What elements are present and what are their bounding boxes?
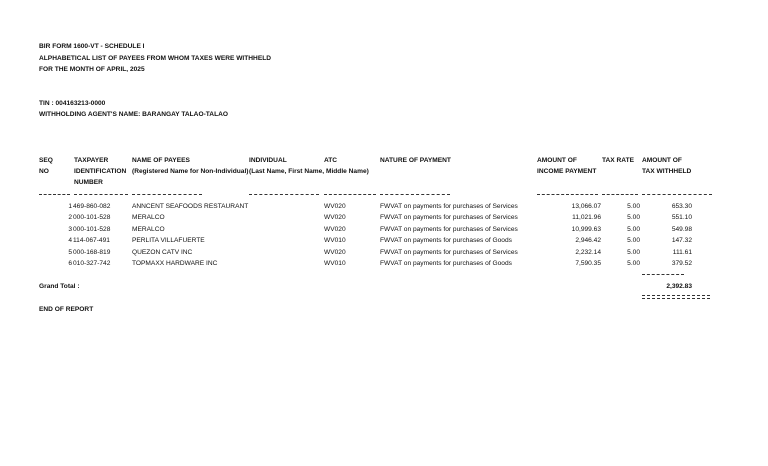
row-rate: 5.00 [627, 203, 640, 210]
row-seq: 4 [68, 237, 72, 244]
header-rule [537, 194, 598, 195]
row-name: TOPMAXX HARDWARE INC [132, 260, 218, 267]
header-rule [324, 194, 376, 195]
row-nature: FWVAT on payments for purchases of Goods [380, 260, 512, 267]
row-tin: 000-101-528 [73, 226, 111, 233]
row-nature: FWVAT on payments for purchases of Goods [380, 237, 512, 244]
agent-name: WITHHOLDING AGENT'S NAME: BARANGAY TALAO-TALAO [39, 111, 228, 118]
row-atc: WV010 [324, 260, 346, 267]
header-rule [132, 194, 202, 195]
header-rule [39, 194, 70, 195]
col-withheld-line2: TAX WITHHELD [642, 168, 692, 175]
col-name-line2: (Registered Name for Non-Individual) [132, 168, 249, 175]
row-seq: 5 [68, 249, 72, 256]
row-rate: 5.00 [627, 214, 640, 221]
row-withheld: 111.61 [672, 249, 692, 256]
col-withheld-line1: AMOUNT OF [642, 157, 682, 164]
row-amount: 2,232.14 [575, 249, 601, 256]
row-rate: 5.00 [627, 237, 640, 244]
row-seq: 2 [68, 214, 72, 221]
row-atc: WV020 [324, 226, 346, 233]
row-tin: 000-101-528 [73, 214, 111, 221]
col-tin-line2: IDENTIFICATION [74, 168, 127, 175]
col-individual-line2: (Last Name, First Name, Middle Name) [249, 168, 369, 175]
grand-total-value: 2,392.83 [666, 283, 692, 290]
row-amount: 11,021.96 [572, 214, 601, 221]
header-rule [602, 194, 638, 195]
report-period: FOR THE MONTH OF APRIL, 2025 [39, 66, 145, 73]
row-name: PERLITA VILLAFUERTE [132, 237, 205, 244]
grand-total-label: Grand Total : [39, 283, 80, 290]
col-amount-line1: AMOUNT OF [537, 157, 577, 164]
col-tin-line3: NUMBER [74, 179, 103, 186]
header-rule [642, 194, 712, 195]
col-individual-line1: INDIVIDUAL [249, 157, 287, 164]
row-nature: FWVAT on payments for purchases of Services [380, 214, 518, 221]
col-name-line1: NAME OF PAYEES [132, 157, 190, 164]
row-withheld: 549.98 [671, 226, 692, 233]
end-of-report: END OF REPORT [39, 306, 94, 313]
row-name: MERALCO [132, 214, 165, 221]
row-seq: 1 [68, 203, 72, 210]
header-rule [380, 194, 450, 195]
row-atc: WV020 [324, 203, 346, 210]
row-withheld: 653.30 [671, 203, 692, 210]
row-atc: WV020 [324, 214, 346, 221]
row-amount: 7,590.35 [575, 260, 601, 267]
row-rate: 5.00 [627, 249, 640, 256]
row-tin: 010-327-742 [73, 260, 111, 267]
col-seq-line1: SEQ [39, 157, 53, 164]
col-amount-line2: INCOME PAYMENT [537, 168, 597, 175]
row-nature: FWVAT on payments for purchases of Services [380, 203, 518, 210]
row-rate: 5.00 [627, 260, 640, 267]
row-withheld: 147.32 [671, 237, 692, 244]
header-rule [74, 194, 128, 195]
tin-line: TIN : 004163213-0000 [39, 100, 106, 107]
row-withheld: 551.10 [671, 214, 692, 221]
row-amount: 13,066.07 [571, 203, 601, 210]
row-name: MERALCO [132, 226, 165, 233]
row-rate: 5.00 [627, 226, 640, 233]
row-atc: WV010 [324, 237, 346, 244]
row-tin: 000-168-819 [73, 249, 111, 256]
row-name: ANNCENT SEAFOODS RESTAURANT [132, 203, 249, 210]
col-seq-line2: NO [39, 168, 49, 175]
row-atc: WV020 [324, 249, 346, 256]
col-atc: ATC [324, 157, 338, 164]
row-tin: 469-860-082 [73, 203, 111, 210]
report-title: ALPHABETICAL LIST OF PAYEES FROM WHOM TAXES WERE WITHHELD [39, 55, 272, 62]
row-name: QUEZON CATV INC [132, 249, 193, 256]
row-seq: 3 [68, 226, 72, 233]
row-nature: FWVAT on payments for purchases of Services [380, 249, 518, 256]
form-title: BIR FORM 1600-VT - SCHEDULE I [39, 43, 145, 50]
total-double-rule [642, 295, 710, 299]
row-withheld: 379.52 [671, 260, 692, 267]
row-tin: 114-067-491 [73, 237, 110, 244]
col-rate: TAX RATE [602, 157, 634, 164]
subtotal-rule [642, 274, 684, 275]
row-nature: FWVAT on payments for purchases of Services [380, 226, 518, 233]
col-nature: NATURE OF PAYMENT [380, 157, 451, 164]
row-amount: 2,946.42 [575, 237, 601, 244]
row-amount: 10,999.63 [571, 226, 601, 233]
col-tin-line1: TAXPAYER [74, 157, 109, 164]
row-seq: 6 [68, 260, 72, 267]
header-rule [249, 194, 319, 195]
